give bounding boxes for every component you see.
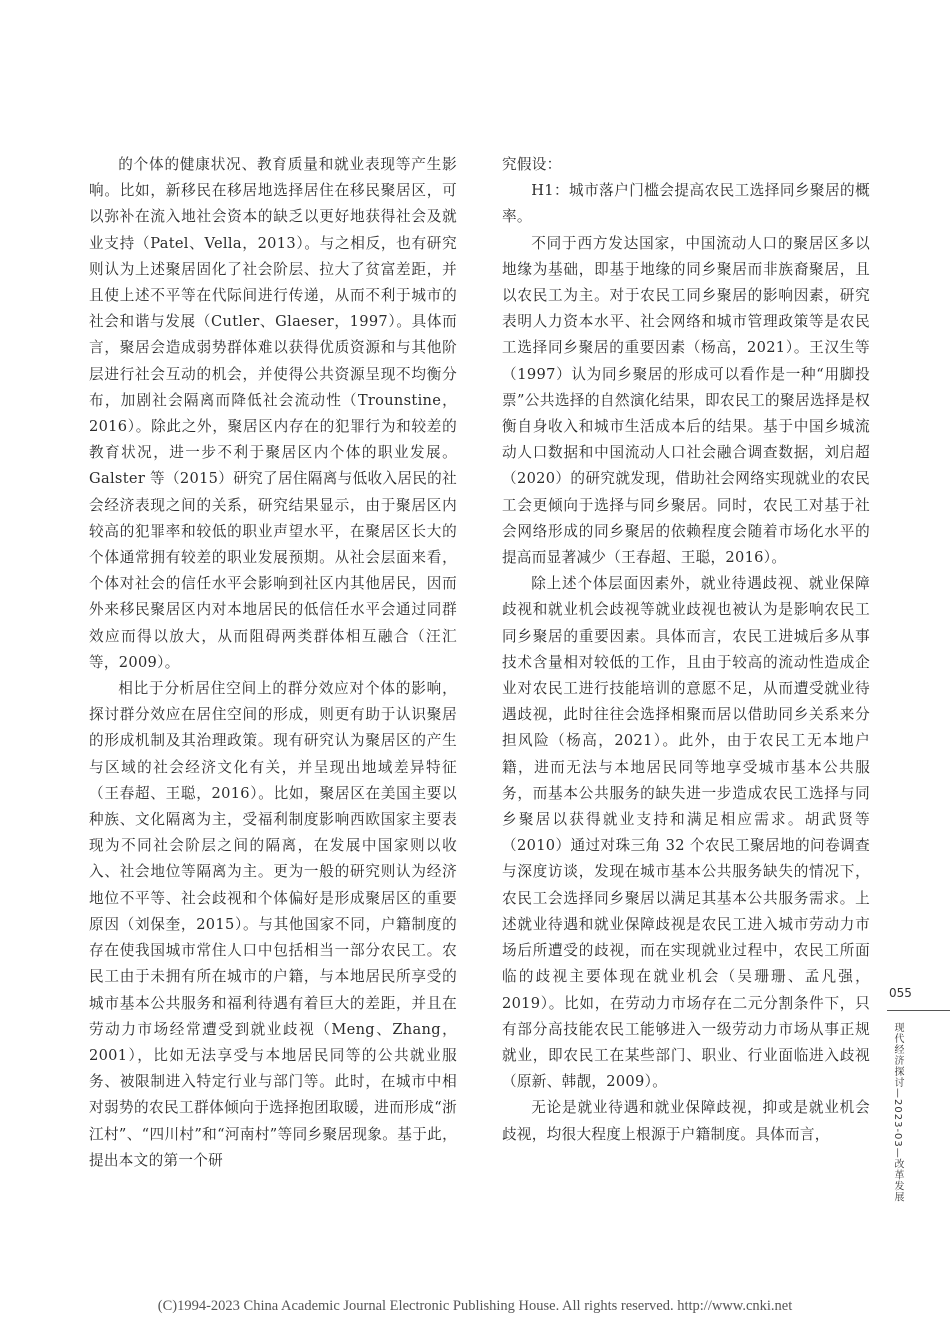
copyright-footer: (C)1994-2023 China Academic Journal Electronic Publishing House. All rights reserved. http://www.cnki.net bbox=[157, 1298, 793, 1314]
hypothesis-h1: H1：城市落户门槛会提高农民工选择同乡聚居的概率。 bbox=[502, 182, 870, 226]
right-paragraph-3: 除上述个体层面因素外，就业待遇歧视、就业保障歧视和就业机会歧视等就业歧视也被认为是影响农民工同乡聚居的重要因素。具体而言，农民工进城后多从事技术含量相对较低的工作，且由于较高的流动性造成企业对农民工进行技能培训的意愿不足，从而遭受就业待遇歧视，此时往往会选择相聚而居以借助同乡关系来分担风险（杨高，2021）。此外，由于农民工无本地户籍，进而无法与本地居民同等地享受城市基本公共服务，而基本公共服务的缺失进一步造成农民工选择与同乡聚居以获得就业支持和满足相应需求。胡武贤等（2010）通过对珠三角 32 个农民工聚居地的问卷调查与深度访谈，发现在城市基本公共服务缺失的情况下，农民工会选择同乡聚居以满足其基本公共服务需求。上述就业待遇和就业保障歧视是农民工进入城市劳动力市场后所遭受的歧视，而在实现就业过程中，农民工所面临的歧视主要体现在就业机会（吴珊珊、孟凡强，2019）。比如，在劳动力市场存在二元分割条件下，只有部分高技能农民工能够进入一级劳动力市场从事正规就业，即农民工在某些部门、职业、行业面临进入歧视（原新、韩靓，2009）。 bbox=[502, 575, 870, 1091]
right-paragraph-2: 不同于西方发达国家，中国流动人口的聚居区多以地缘为基础，即基于地缘的同乡聚居而非族裔聚居，且以农民工为主。对于农民工同乡聚居的影响因素，研究表明人力资本水平、社会网络和城市管理政策等是农民工选择同乡聚居的重要因素（杨高，2021）。王汉生等（1997）认为同乡聚居的形成可以看作是一种“用脚投票”公共选择的自然演化结果，即农民工的聚居选择是权衡自身收入和城市生活成本后的结果。基于中国乡城流动人口数据和中国流动人口社会融合调查数据，刘启超（2020）的研究就发现，借助社会网络实现就业的农民工会更倾向于选择与同乡聚居。同时，农民工对基于社会网络形成的同乡聚居的依赖程度会随着市场化水平的提高而显著减少（王春超、王聪，2016）。 bbox=[502, 234, 870, 567]
right-paragraph-4: 无论是就业待遇和就业保障歧视，抑或是就业机会歧视，均很大程度上根源于户籍制度。具体而言， bbox=[502, 1099, 870, 1143]
right-column bbox=[502, 152, 870, 1148]
left-paragraph-1: 的个体的健康状况、教育质量和就业表现等产生影响。比如，新移民在移居地选择居住在移民聚居区，可以弥补在流入地社会资本的缺乏以更好地获得社会及就业支持（Patel、Vella，2013）。与之相反，也有研究则认为上述聚居固化了社会阶层、拉大了贫富差距，并且使上述不平等在代际间进行传递，从而不利于城市的社会和谐与发展（Cutler、Glaeser，1997）。具体而言，聚居会造成弱势群体难以获得优质资源和与其他阶层进行社会互动的机会，并使得公共资源呈现不均衡分布，加剧社会隔离而降低社会流动性（Trounstine，2016）。除此之外，聚居区内存在的犯罪行为和较差的教育状况，进一步不利于聚居区内个体的职业发展。Galster 等（2015）研究了居住隔离与低收入居民的社会经济表现之间的关系，研究结果显示，由于聚居区内较高的犯罪率和较低的职业声望水平，在聚居区长大的个体通常拥有较差的职业发展预期。从社会层面来看，个体对社会的信任水平会影响到社区内其他居民，因而外来移民聚居区内对本地居民的低信任水平会通过同群效应而得以放大，从而阻碍两类群体相互融合（汪汇等，2009）。 bbox=[89, 156, 457, 671]
right-paragraph-1: 究假设： bbox=[502, 156, 562, 173]
journal-running-head: 现代经济探讨—2023-03—改革发展 bbox=[892, 1022, 903, 1203]
left-paragraph-2: 相比于分析居住空间上的群分效应对个体的影响，探讨群分效应在居住空间的形成，则更有助于认识聚居的形成机制及其治理政策。现有研究认为聚居区的产生与区域的社会经济文化有关，并呈现出地域差异特征（王春超、王聪，2016）。比如，聚居区在美国主要以种族、文化隔离为主，受福利制度影响西欧国家主要表现为不同社会阶层之间的隔离，在发展中国家则以收入、社会地位等隔离为主。更为一般的研究则认为经济地位不平等、社会歧视和个体偏好是形成聚居区的重要原因（刘保奎，2015）。与其他国家不同，户籍制度的存在使我国城市常住人口中包括相当一部分农民工。农民工由于未拥有所在城市的户籍，与本地居民所享受的城市基本公共服务和福利待遇有着巨大的差距，并且在劳动力市场经常遭受到就业歧视（Meng、Zhang，2001），比如无法享受与本地居民同等的公共就业服务、被限制进入特定行业与部门等。此时，在城市中相对弱势的农民工群体倾向于选择抱团取暖，进而形成“浙江村”、“四川村”和“河南村”等同乡聚居现象。基于此，提出本文的第一个研 bbox=[89, 680, 457, 1169]
margin-divider bbox=[887, 1010, 950, 1011]
page-number: 055 bbox=[889, 986, 912, 1000]
left-column bbox=[89, 152, 457, 1174]
